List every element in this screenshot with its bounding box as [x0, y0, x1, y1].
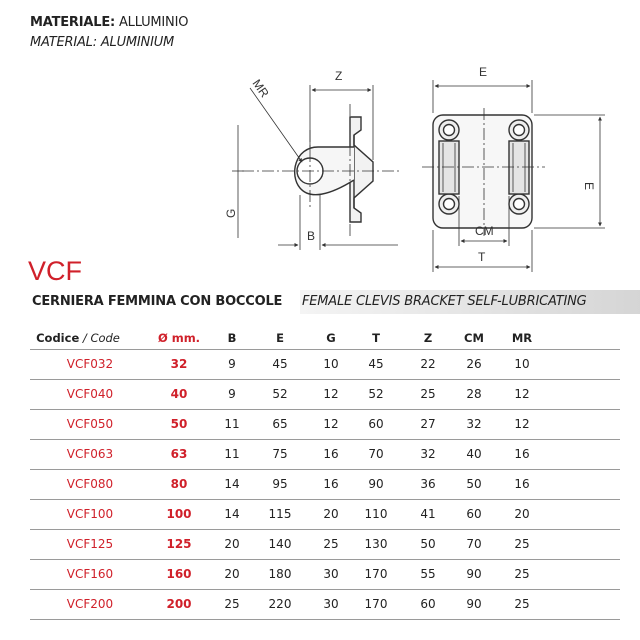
row-value-z: 22: [420, 357, 436, 371]
label-cm: CM: [475, 224, 494, 238]
row-code: VCF160: [66, 567, 114, 581]
row-value-z: 25: [420, 387, 436, 401]
row-diameter: 32: [170, 357, 188, 371]
header-code-sep: /: [79, 331, 91, 345]
label-b: B: [307, 229, 316, 243]
row-value-t: 52: [368, 387, 384, 401]
header-code: [36, 331, 120, 345]
row-value-t: 60: [368, 417, 384, 431]
row-value-z: 36: [420, 477, 436, 491]
table-row: [30, 380, 620, 410]
row-code: VCF125: [66, 537, 114, 551]
technical-drawing: [0, 0, 640, 280]
row-value-t: 45: [368, 357, 384, 371]
row-value-cm: 28: [466, 387, 482, 401]
material-label-en: MATERIAL:: [30, 35, 97, 50]
row-diameter: 50: [170, 417, 188, 431]
row-value-b: 11: [224, 447, 240, 461]
row-code: VCF080: [66, 477, 114, 491]
row-value-b: 9: [228, 387, 236, 401]
header-col-g: G: [326, 331, 336, 345]
row-value-e: 75: [272, 447, 288, 461]
row-diameter: 160: [166, 567, 192, 581]
row-code: VCF063: [66, 447, 114, 461]
row-diameter: 125: [166, 537, 192, 551]
row-diameter: 80: [170, 477, 188, 491]
table-row: [30, 530, 620, 560]
row-value-g: 16: [323, 447, 339, 461]
material-value-it: ALLUMINIO: [118, 15, 189, 30]
header-col-b: B: [227, 331, 237, 345]
row-value-b: 9: [228, 357, 236, 371]
product-title-band: [30, 290, 620, 314]
row-value-cm: 40: [466, 447, 482, 461]
table-row: [30, 470, 620, 500]
row-value-cm: 90: [466, 597, 482, 611]
label-e-side: E: [582, 182, 596, 191]
label-e-top: E: [479, 65, 488, 79]
row-value-t: 110: [364, 507, 388, 521]
front-view: [422, 80, 605, 272]
row-value-z: 60: [420, 597, 436, 611]
row-value-g: 12: [323, 417, 339, 431]
row-value-t: 130: [364, 537, 388, 551]
row-value-e: 115: [268, 507, 292, 521]
table-row: [30, 440, 620, 470]
product-code-title: VCF: [28, 256, 82, 286]
row-value-cm: 50: [466, 477, 482, 491]
dimensions-table: [30, 327, 620, 620]
table-row: [30, 560, 620, 590]
row-value-mr: 10: [514, 357, 530, 371]
row-value-g: 20: [323, 507, 339, 521]
row-value-mr: 20: [514, 507, 530, 521]
row-value-mr: 25: [514, 537, 530, 551]
table-row: [30, 410, 620, 440]
row-value-t: 90: [368, 477, 384, 491]
header-col-mr: MR: [511, 331, 533, 345]
row-value-z: 32: [420, 447, 436, 461]
product-title-italian: CERNIERA FEMMINA CON BOCCOLE: [32, 294, 283, 309]
row-value-e: 180: [268, 567, 292, 581]
row-value-cm: 32: [466, 417, 482, 431]
label-t: T: [478, 250, 486, 264]
row-value-b: 14: [224, 477, 240, 491]
row-value-cm: 26: [466, 357, 482, 371]
row-diameter: 40: [170, 387, 188, 401]
row-value-mr: 12: [514, 417, 530, 431]
row-value-b: 11: [224, 417, 240, 431]
row-value-b: 25: [224, 597, 240, 611]
row-value-mr: 25: [514, 567, 530, 581]
header-col-cm: CM: [464, 331, 484, 345]
row-value-z: 55: [420, 567, 436, 581]
table-header: [30, 327, 620, 350]
row-value-b: 14: [224, 507, 240, 521]
header-diameter: Ø mm.: [157, 331, 201, 345]
table-row: [30, 590, 620, 620]
header-code-it: Codice: [36, 331, 80, 345]
row-value-t: 170: [364, 597, 388, 611]
row-diameter: 100: [166, 507, 192, 521]
row-value-z: 27: [420, 417, 436, 431]
table-row: [30, 350, 620, 380]
table-row: [30, 500, 620, 530]
product-title-english: FEMALE CLEVIS BRACKET SELF-LUBRICATING: [302, 294, 587, 309]
row-value-z: 41: [420, 507, 436, 521]
row-value-e: 65: [272, 417, 288, 431]
row-code: VCF040: [66, 387, 114, 401]
row-value-mr: 12: [514, 387, 530, 401]
label-g: G: [224, 208, 238, 218]
header-col-z: Z: [423, 331, 433, 345]
row-value-g: 25: [323, 537, 339, 551]
row-value-cm: 60: [466, 507, 482, 521]
row-diameter: 200: [166, 597, 192, 611]
row-value-mr: 16: [514, 447, 530, 461]
row-value-e: 140: [268, 537, 292, 551]
row-value-e: 52: [272, 387, 288, 401]
row-value-b: 20: [224, 537, 240, 551]
row-code: VCF032: [66, 357, 114, 371]
label-mr: MR: [249, 76, 272, 101]
row-value-g: 12: [323, 387, 339, 401]
row-value-cm: 70: [466, 537, 482, 551]
row-value-e: 45: [272, 357, 288, 371]
row-value-t: 170: [364, 567, 388, 581]
header-col-e: E: [276, 331, 284, 345]
label-z: Z: [335, 69, 343, 83]
row-value-t: 70: [368, 447, 384, 461]
row-value-mr: 16: [514, 477, 530, 491]
row-value-g: 10: [323, 357, 339, 371]
header-code-en: Code: [90, 331, 120, 345]
material-label-it: MATERIALE:: [30, 15, 116, 30]
row-code: VCF100: [66, 507, 114, 521]
row-code: VCF200: [66, 597, 114, 611]
row-diameter: 63: [170, 447, 188, 461]
material-value-en: ALUMINIUM: [100, 35, 175, 50]
row-value-cm: 90: [466, 567, 482, 581]
row-value-z: 50: [420, 537, 436, 551]
row-value-g: 30: [323, 567, 339, 581]
side-view: [232, 85, 400, 250]
row-value-mr: 25: [514, 597, 530, 611]
row-code: VCF050: [66, 417, 114, 431]
row-value-g: 30: [323, 597, 339, 611]
row-value-e: 95: [272, 477, 288, 491]
row-value-b: 20: [224, 567, 240, 581]
row-value-g: 16: [323, 477, 339, 491]
row-value-e: 220: [268, 597, 292, 611]
header-col-t: T: [372, 331, 380, 345]
